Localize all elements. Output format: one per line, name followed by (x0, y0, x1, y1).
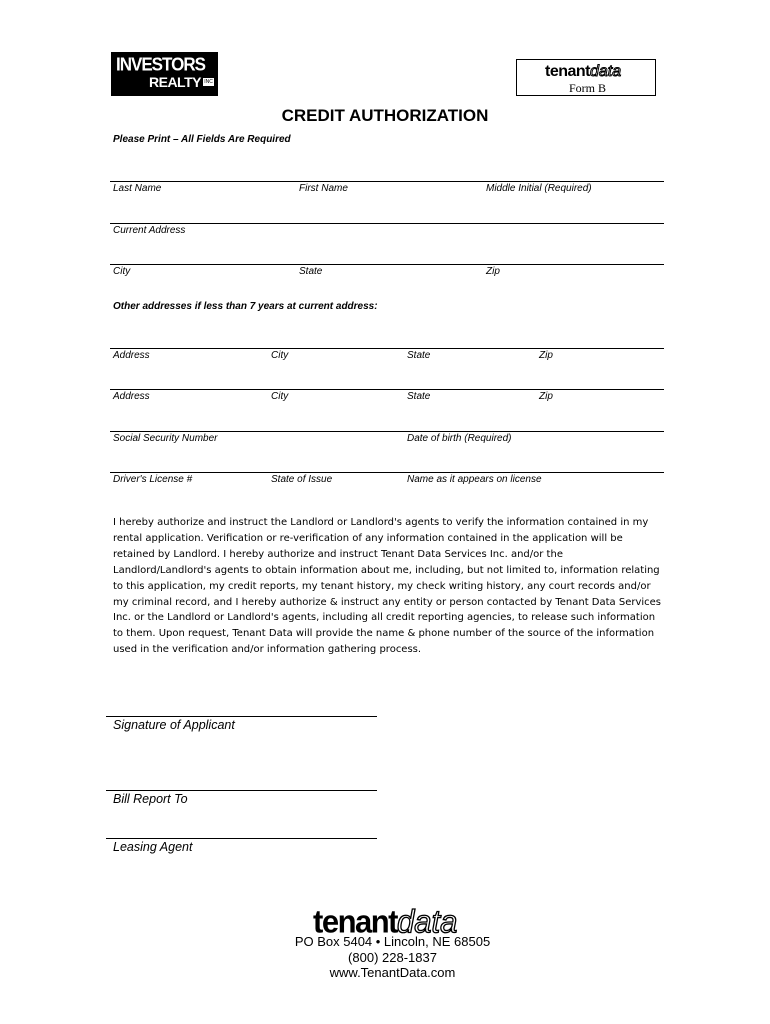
alt2-address-label: Address (113, 391, 150, 402)
city-label: City (113, 266, 131, 277)
bill-report-line[interactable] (106, 790, 377, 791)
middle-initial-label: Middle Initial (Required) (486, 183, 592, 194)
brand-main: tenant (545, 63, 590, 80)
page-title: CREDIT AUTHORIZATION (281, 106, 489, 125)
license-line[interactable] (110, 472, 664, 473)
ssn-label: Social Security Number (113, 433, 218, 444)
dob-label: Date of birth (Required) (407, 433, 512, 444)
state-label: State (299, 266, 323, 277)
license-name-label: Name as it appears on license (407, 474, 542, 485)
ssn-dob-line[interactable] (110, 431, 664, 432)
form-id-box (516, 59, 656, 96)
brand-accent: data (590, 63, 622, 80)
state-of-issue-label: State of Issue (271, 474, 333, 485)
footer-address: PO Box 5404 • Lincoln, NE 68505 (294, 934, 491, 949)
alt1-zip-label: Zip (539, 350, 553, 361)
logo-suffix: INC (204, 79, 213, 85)
alt1-state-label: State (407, 350, 431, 361)
footer-phone: (800) 228-1837 (348, 950, 437, 965)
current-address-line[interactable] (110, 223, 664, 224)
authorization-text: I hereby authorize and instruct the Landlord or Landlord's agents to verify the information contained in my rental application. Verification or re-verification of any information contained in the application will be retained by Landlord. I hereby authorize and instruct Tenant Data Services Inc. and/or the Landlord/Landlord's agents to obtain information about me, including, but not limited to, information relating to this application, my credit reports, my tenant history, my check writing history, any court records and/or my criminal record, and I hereby authorize & instruct any entity or person contacted by Tenant Data Services Inc. or the Landlord or Landlord's agents, including all credit reporting agencies, to release such information to them. Upon request, Tenant Data will provide the name & phone number of the source of the information used in the verification and/or information gathering process. (113, 517, 662, 656)
name-field-line[interactable] (110, 181, 664, 182)
footer-website: www.TenantData.com (329, 965, 456, 980)
investors-realty-logo (111, 52, 218, 96)
other-addresses-note: Other addresses if less than 7 years at current address: (113, 301, 378, 312)
form-instructions: Please Print – All Fields Are Required (113, 134, 291, 145)
current-address-label: Current Address (113, 225, 186, 236)
city-state-zip-line[interactable] (110, 264, 664, 265)
drivers-license-label: Driver's License # (113, 474, 193, 485)
form-label: Form B (569, 81, 607, 95)
first-name-label: First Name (299, 183, 348, 194)
last-name-label: Last Name (113, 183, 162, 194)
applicant-signature-line[interactable] (106, 716, 377, 717)
alt1-address-label: Address (113, 350, 150, 361)
alt2-zip-label: Zip (539, 391, 553, 402)
alt1-city-label: City (271, 350, 289, 361)
applicant-signature-label: Signature of Applicant (113, 718, 235, 732)
bill-report-label: Bill Report To (113, 792, 188, 806)
tenant-data-logo-small (545, 63, 621, 81)
zip-label: Zip (486, 266, 500, 277)
footer-brand-main: tenant (313, 903, 397, 940)
logo-line2: REALTY (149, 74, 201, 90)
alt-address-1-line[interactable] (110, 348, 664, 349)
alt2-city-label: City (271, 391, 289, 402)
alt2-state-label: State (407, 391, 431, 402)
logo-line1: INVESTORS (116, 54, 205, 75)
leasing-agent-line[interactable] (106, 838, 377, 839)
footer-brand-accent: data (397, 903, 458, 940)
leasing-agent-label: Leasing Agent (113, 840, 193, 854)
alt-address-2-line[interactable] (110, 389, 664, 390)
